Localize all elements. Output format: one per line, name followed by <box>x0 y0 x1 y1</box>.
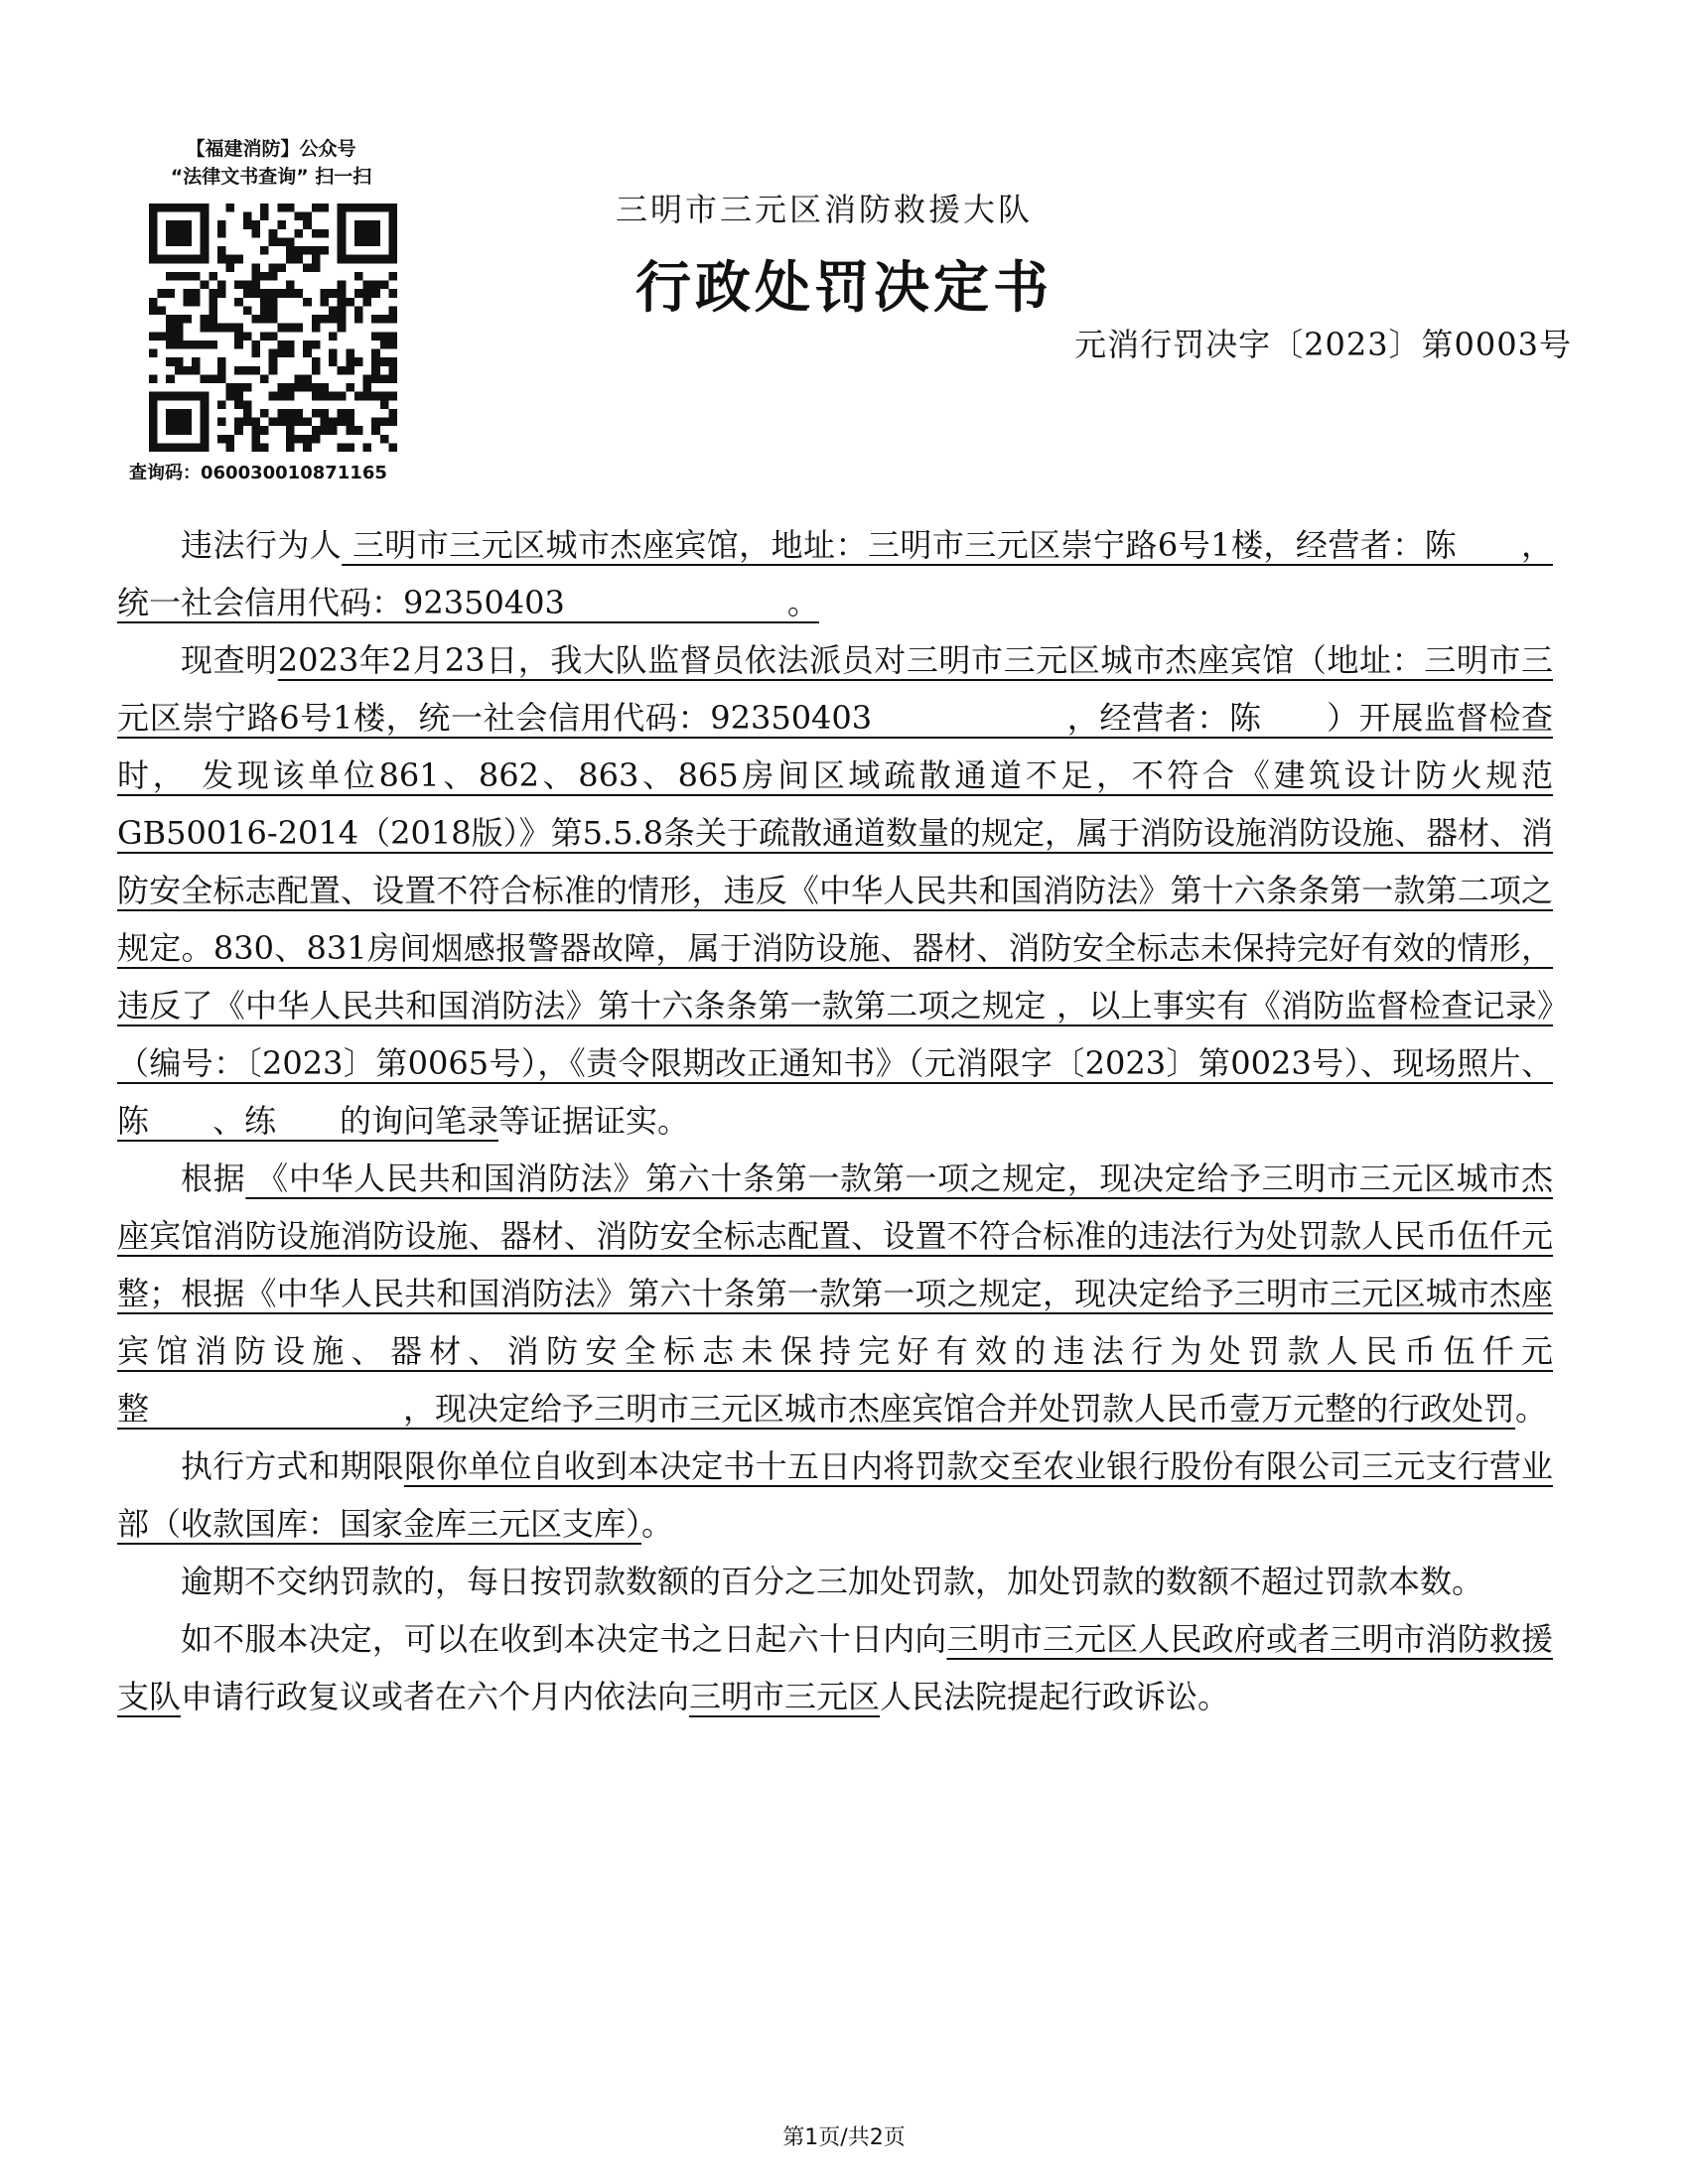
filled-field-text: 《中华人民共和国消防法》第六十条第一款第一项之规定，现决定给予三明市三元区城市杰座宾馆消防设施消防设施、器材、消防安全标志配置、设置不符合标准的违法行为处罚款人民币伍仟元整；根据《中华人民共和国消防法》第六十条第一款第一项之规定，现决定给予三明市三元区城市杰座宾馆消防设施、器材、消防安全标志未保持完好有效的违法行为处罚款人民币伍仟元整 ，现决定给予三明市三元区城市杰座宾馆合并处罚款人民币壹万元整的行政处罚 <box>117 1160 1553 1428</box>
static-text: 。 <box>641 1505 674 1543</box>
filled-field-text: 2023年2月23日，我大队监督员依法派员对三明市三元区城市杰座宾馆（地址：三明市三元区崇宁路6号1楼，统一社会信用代码：92350403 ，经营者：陈 ）开展监督检查时， 发现该单位861、862、863、865房间区域疏散通道不足，不符合《建筑设计防火规范GB50016-2014（2018版）》第5.5.8条关于疏散通道数量的规定，属于消防设施消防设施、器材、消防安全标志配置、设置不符合标准的情形，违反《中华人民共和国消防法》第十六条条第一款第二项之规定。830、831房间烟感报警器故障，属于消防设施、器材、消防安全标志未保持完好有效的情形，违反了《中华人民共和国消防法》第十六条条第一款第二项之规定 ，以上事实有《消防监督检查记录》（编号：〔2023〕第0065号），《责令限期改正通知书》（元消限字〔2023〕第0023号）、现场照片、陈 、练 的询问笔录 <box>117 641 1553 1140</box>
filled-field-text: 三明市三元区 <box>689 1678 881 1715</box>
static-text: 等证据证实。 <box>498 1102 690 1140</box>
body-paragraph <box>117 1610 1553 1725</box>
body-paragraph <box>117 1553 1553 1610</box>
page-number: 第1页/共2页 <box>782 2125 906 2150</box>
filled-field-text: 限你单位自收到本决定书十五日内将罚款交至农业银行股份有限公司三元支行营业部（收款国库：国家金库三元区支库） <box>117 1447 1553 1543</box>
document-body <box>117 516 1553 1725</box>
static-text: 现查明 <box>181 641 278 679</box>
static-text: 执行方式和期限 <box>181 1447 404 1485</box>
static-text: 逾期不交纳罚款的，每日按罚款数额的百分之三加处罚款，加处罚款的数额不超过罚款本数。 <box>181 1563 1484 1600</box>
query-code: 查询码：060030010871165 <box>129 463 387 483</box>
body-paragraph <box>117 631 1553 1150</box>
filled-field-text: 三明市三元区城市杰座宾馆，地址：三明市三元区崇宁路6号1楼，经营者：陈 ，统一社会信用代码：92350403 。 <box>117 526 1553 621</box>
document-title: 行政处罚决定书 <box>635 256 1053 321</box>
qr-code-image <box>149 204 397 452</box>
filled-field-text: 三明市三元区人民政府或者三明市消防救援支队 <box>117 1620 1553 1715</box>
static-text: 根据 <box>181 1160 246 1197</box>
static-text: 人民法院提起行政诉讼。 <box>880 1678 1230 1715</box>
body-paragraph <box>117 516 1553 631</box>
body-paragraph <box>117 1150 1553 1437</box>
document-number: 元消行罚决字〔2023〕第0003号 <box>1074 326 1572 363</box>
static-text: 申请行政复议或者在六个月内依法向 <box>181 1678 690 1715</box>
qr-caption-line1: 【福建消防】公众号 <box>186 138 356 160</box>
static-text: 如不服本决定，可以在收到本决定书之日起六十日内向 <box>181 1620 947 1658</box>
body-paragraph <box>117 1437 1553 1553</box>
static-text: 违法行为人 <box>181 526 343 564</box>
static-text: 。 <box>1515 1390 1548 1428</box>
issuing-agency: 三明市三元区消防救援大队 <box>616 191 1034 228</box>
qr-caption-line2: “法律文书查询” 扫一扫 <box>170 166 372 188</box>
